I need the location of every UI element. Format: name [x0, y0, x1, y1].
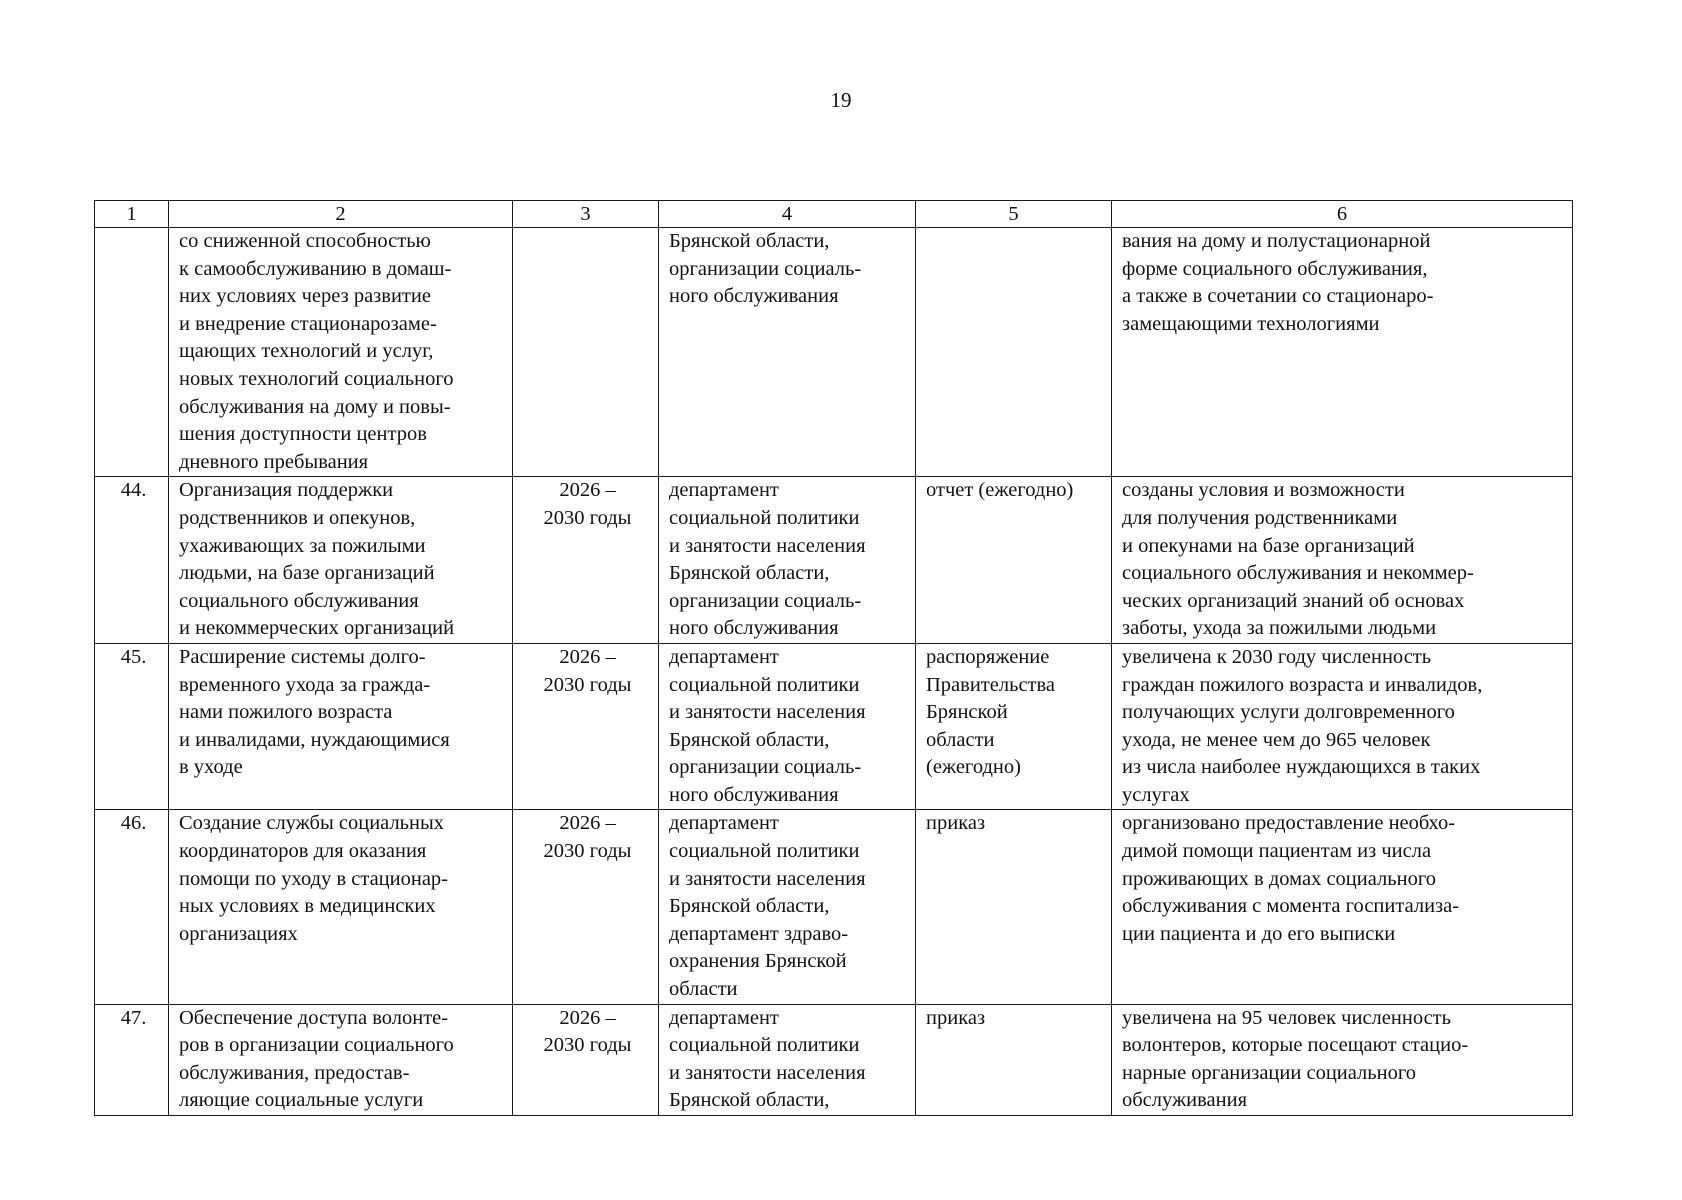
executor-line: ного обслуживания — [669, 783, 839, 806]
measure-line: дневного пребывания — [179, 450, 369, 473]
result-line: проживающих в домах социального — [1122, 867, 1436, 890]
result-line: волонтеров, которые посещают стацио- — [1122, 1034, 1469, 1057]
measure-line: щающих технологий и услуг, — [179, 340, 434, 363]
measure-line: ухаживающих за пожилыми — [179, 534, 426, 557]
row-number-cell: 47. — [95, 1004, 169, 1115]
period-line: 2030 годы — [543, 506, 632, 529]
header-col-1: 1 — [95, 201, 169, 228]
measure-line: родственников и опекунов, — [179, 506, 416, 529]
period-cell — [513, 228, 659, 477]
measure-line: ров в организации социального — [179, 1034, 454, 1057]
document-cell — [916, 810, 1112, 1004]
document-line: (ежегодно) — [926, 756, 1021, 779]
executor-line: организации социаль- — [669, 756, 862, 779]
result-line: ческих организаций знаний об основах — [1122, 589, 1465, 612]
result-cell — [1112, 1004, 1573, 1115]
measure-line: ляющие социальные услуги — [179, 1089, 424, 1112]
row-number-cell: 46. — [95, 810, 169, 1004]
executor-line: социальной политики — [669, 840, 860, 863]
executor-line: организации социаль- — [669, 589, 862, 612]
result-line: форме социального обслуживания, — [1122, 257, 1428, 280]
result-cell — [1112, 228, 1573, 477]
period-line: 2030 годы — [543, 1034, 632, 1057]
period-line: 2026 – — [559, 645, 616, 668]
executor-line: департамент — [669, 645, 779, 668]
measure-line: организациях — [179, 922, 298, 945]
result-line: нарные организации социального — [1122, 1061, 1416, 1084]
result-line: замещающими технологиями — [1122, 312, 1380, 335]
header-row — [95, 201, 1573, 228]
period-line: 2030 годы — [543, 673, 632, 696]
result-line: услугах — [1122, 783, 1190, 806]
result-line: ции пациента и до его выписки — [1122, 922, 1396, 945]
result-line: а также в сочетании со стационаро- — [1122, 285, 1434, 308]
executor-line: департамент — [669, 812, 779, 835]
period-line: 2026 – — [559, 479, 616, 502]
measure-line: Расширение системы долго- — [179, 645, 426, 668]
period-cell — [513, 477, 659, 644]
document-line: Правительства — [926, 673, 1056, 696]
executor-cell — [659, 477, 916, 644]
result-line: обслуживания — [1122, 1089, 1248, 1112]
executor-line: департамент — [669, 479, 779, 502]
executor-line: департамент здраво- — [669, 922, 849, 945]
measure-line: обслуживания на дому и повы- — [179, 395, 451, 418]
row-number-cell — [95, 228, 169, 477]
executor-line: организации социаль- — [669, 257, 862, 280]
executor-line: ного обслуживания — [669, 285, 839, 308]
measure-cell — [169, 810, 513, 1004]
executor-line: и занятости населения — [669, 534, 866, 557]
measure-line: со сниженной способностью — [179, 230, 431, 252]
executor-line: ного обслуживания — [669, 617, 839, 640]
header-col-5: 5 — [916, 201, 1112, 228]
document-cell — [916, 1004, 1112, 1115]
header-col-6: 6 — [1112, 201, 1573, 228]
header-col-4: 4 — [659, 201, 916, 228]
result-line: созданы условия и возможности — [1122, 479, 1405, 502]
document-line: области — [926, 728, 995, 751]
executor-line: и занятости населения — [669, 867, 866, 890]
result-line: организовано предоставление необхо- — [1122, 812, 1456, 835]
executor-line: социальной политики — [669, 506, 860, 529]
header-col-3: 3 — [513, 201, 659, 228]
result-line: ухода, не менее чем до 965 человек — [1122, 728, 1431, 751]
document-cell — [916, 643, 1112, 810]
result-line: увеличена к 2030 году численность — [1122, 645, 1432, 668]
measure-line: временного ухода за гражда- — [179, 673, 431, 696]
document-line: Брянской — [926, 701, 1008, 724]
result-line: и опекунами на базе организаций — [1122, 534, 1415, 557]
executor-cell — [659, 643, 916, 810]
executor-line: Брянской области, — [669, 230, 830, 252]
measure-line: социального обслуживания — [179, 589, 419, 612]
plan-table — [94, 200, 1573, 1116]
document-line: отчет (ежегодно) — [926, 479, 1074, 502]
row-number-cell: 44. — [95, 477, 169, 644]
result-cell — [1112, 643, 1573, 810]
result-line: граждан пожилого возраста и инвалидов, — [1122, 673, 1483, 696]
measure-line: и инвалидами, нуждающимися — [179, 728, 450, 751]
measure-line: Создание службы социальных — [179, 812, 445, 835]
result-line: заботы, ухода за пожилыми людьми — [1122, 617, 1437, 640]
period-line: 2030 годы — [543, 840, 632, 863]
measure-line: в уходе — [179, 756, 243, 779]
table-row — [95, 477, 1573, 644]
measure-line: к самообслуживанию в домаш- — [179, 257, 452, 280]
executor-line: Брянской области, — [669, 895, 830, 918]
period-cell — [513, 810, 659, 1004]
executor-cell — [659, 1004, 916, 1115]
executor-cell — [659, 228, 916, 477]
executor-line: социальной политики — [669, 673, 860, 696]
measure-line: Обеспечение доступа волонте- — [179, 1006, 449, 1029]
executor-line: департамент — [669, 1006, 779, 1029]
measure-line: шения доступности центров — [179, 423, 427, 446]
executor-line: Брянской области, — [669, 562, 830, 585]
result-cell — [1112, 810, 1573, 1004]
measure-line: них условиях через развитие — [179, 285, 431, 308]
result-line: социального обслуживания и некоммер- — [1122, 562, 1474, 585]
result-cell — [1112, 477, 1573, 644]
document-cell — [916, 228, 1112, 477]
result-line: обслуживания с момента госпитализа- — [1122, 895, 1460, 918]
measure-line: ных условиях в медицинских — [179, 895, 436, 918]
result-line: получающих услуги долговременного — [1122, 701, 1455, 724]
document-line: приказ — [926, 812, 986, 835]
result-line: для получения родственниками — [1122, 506, 1398, 529]
measure-cell — [169, 477, 513, 644]
table-body — [95, 228, 1573, 1116]
measure-line: и некоммерческих организаций — [179, 617, 455, 640]
measure-line: Организация поддержки — [179, 479, 394, 502]
executor-line: области — [669, 978, 738, 1001]
period-cell — [513, 1004, 659, 1115]
executor-line: социальной политики — [669, 1034, 860, 1057]
table-row — [95, 1004, 1573, 1115]
period-line: 2026 – — [559, 812, 616, 835]
document-cell — [916, 477, 1112, 644]
executor-line: охранения Брянской — [669, 950, 847, 973]
executor-line: и занятости населения — [669, 701, 866, 724]
page-number: 19 — [830, 88, 852, 112]
table-row — [95, 810, 1573, 1004]
measure-line: и внедрение стационарозаме- — [179, 312, 437, 335]
measure-cell — [169, 1004, 513, 1115]
executor-cell — [659, 810, 916, 1004]
measure-cell — [169, 228, 513, 477]
measure-cell — [169, 643, 513, 810]
header-col-2: 2 — [169, 201, 513, 228]
measure-line: обслуживания, предостав- — [179, 1061, 410, 1084]
measure-line: координаторов для оказания — [179, 840, 427, 863]
table-row — [95, 228, 1573, 477]
measure-line: новых технологий социального — [179, 367, 454, 390]
result-line: увеличена на 95 человек численность — [1122, 1006, 1451, 1029]
executor-line: Брянской области, — [669, 1089, 830, 1112]
measure-line: помощи по уходу в стационар- — [179, 867, 449, 890]
executor-line: и занятости населения — [669, 1061, 866, 1084]
period-line: 2026 – — [559, 1006, 616, 1029]
document-line: распоряжение — [926, 645, 1050, 668]
executor-line: Брянской области, — [669, 728, 830, 751]
measure-line: людьми, на базе организаций — [179, 562, 435, 585]
result-line: из числа наиболее нуждающихся в таких — [1122, 756, 1481, 779]
row-number-cell: 45. — [95, 643, 169, 810]
document-line: приказ — [926, 1006, 986, 1029]
measure-line: нами пожилого возраста — [179, 701, 393, 724]
period-cell — [513, 643, 659, 810]
result-line: димой помощи пациентам из числа — [1122, 840, 1432, 863]
table-row — [95, 643, 1573, 810]
result-line: вания на дому и полустационарной — [1122, 230, 1431, 252]
